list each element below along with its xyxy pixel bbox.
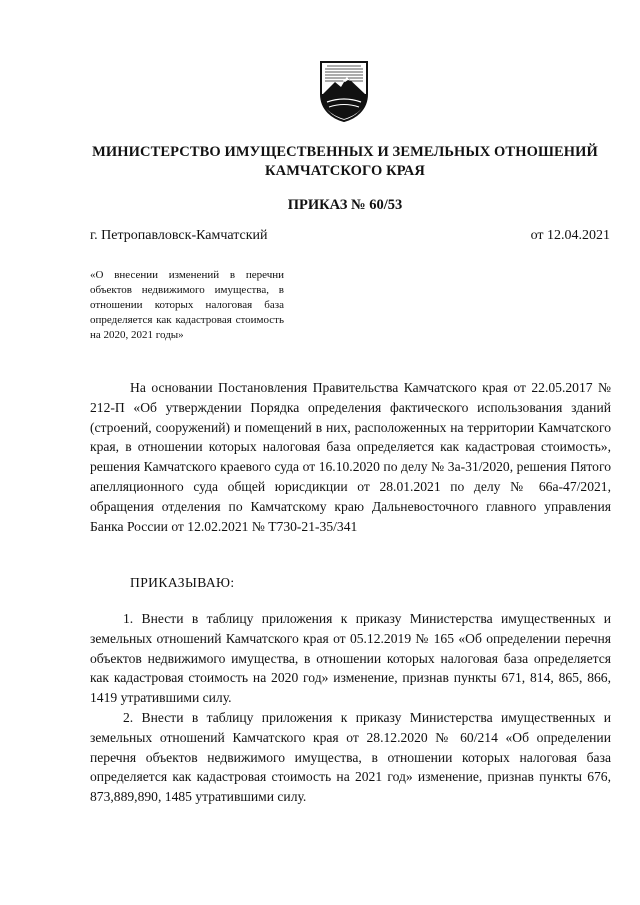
kamchatka-coat-of-arms-icon (317, 60, 371, 122)
ministry-name-line1: МИНИСТЕРСТВО ИМУЩЕСТВЕННЫХ И ЗЕМЕЛЬНЫХ ОТНОШЕНИЙ (92, 144, 598, 160)
order-item-1: 1. Внести в таблицу приложения к приказу Министерства имущественных и земельных отношений Камчатского края от 05.12.2019 № 165 «Об определении перечня объектов недвижимого имущества, в отношении которых налоговая база определяется как кадастровая стоимость на 2020 год» изменение, признав пункты 671, 814, 865, 866, 1419 утратившими силу. (90, 611, 611, 706)
preamble-paragraph: На основании Постановления Правительства Камчатского края от 22.05.2017 № 212-П «Об утверждении Порядка определения фактического использования зданий (строений, сооружений) и помещений в них, расположенных на территории Камчатского края, в отношении которых налоговая база определяется как кадастровая стоимость», решения Камчатского краевого суда от 16.10.2020 по делу № 3а-31/2020, решения Пятого апелляционного суда общей юрисдикции от 28.01.2021 по делу № 66а-47/2021, обращения отделения по Камчатскому краю Дальневосточного главного управления Банка России от 12.02.2021 № Т730-21-35/341 (90, 380, 611, 534)
order-word: ПРИКАЗЫВАЮ: (130, 575, 235, 590)
order-date: от 12.04.2021 (530, 228, 610, 243)
order-item-2: 2. Внести в таблицу приложения к приказу Министерства имущественных и земельных отношений Камчатского края от 28.12.2020 № 60/214 «Об определении перечня объектов недвижимого имущества, в отношении которых налоговая база определяется как кадастровая стоимость на 2021 год» изменение, признав пункты 676, 873,889,890, 1485 утратившими силу. (90, 710, 611, 805)
ministry-name-line2: КАМЧАТСКОГО КРАЯ (265, 163, 425, 179)
order-subject: «О внесении изменений в перечни объектов недвижимого имущества, в отношении которых налоговая база определяется как кадастровая стоимость на 2020, 2021 годы» (90, 269, 284, 341)
order-place: г. Петропавловск-Камчатский (90, 228, 268, 243)
order-title: ПРИКАЗ № 60/53 (287, 197, 403, 213)
